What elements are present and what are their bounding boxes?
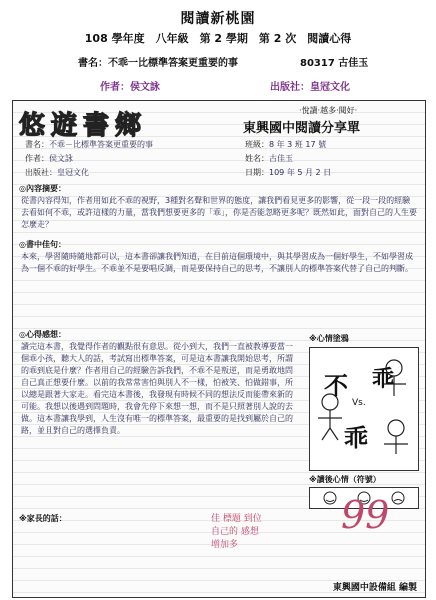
- central-text: 本來，學習隨時隨地都可以，這本書卻讓我們知道，在目前這個環境中，與其學習成為一個好學生，不如學習成為一個不乖的好學生。不乖並不是要唱反調，而是要保持自己的思考，不讓別人的標準答案代替了自己的判斷。: [21, 252, 413, 273]
- program-title: 東興國中閱讀分享單: [243, 121, 361, 136]
- teacher-comment-line: 增加多: [211, 540, 239, 550]
- summary-text: 從書內容得知，作者用如此不乖的視野，3種對名聲和世界的態度，讓我們看見更多的影響，從一段一段的經驗去看如何不乖，或許這樣的力量，當我們想要更多的「乖」，你是否能忽略更多呢？既然如此，面對自己的人生要怎麼走？: [21, 196, 417, 229]
- feedback-heading: ※讀後心情（符號）: [309, 475, 381, 484]
- parent-heading: ※家長的話：: [19, 514, 67, 523]
- book-label: [78, 54, 238, 69]
- book-id: 80317 古佳玉: [300, 58, 369, 69]
- reading-share-sheet: [12, 100, 426, 598]
- field-date-label: 日期：: [245, 168, 269, 177]
- central-heading: ◎書中佳句：: [19, 240, 66, 249]
- field-author-label: 作者：: [25, 154, 49, 163]
- summary-heading: ◎內容摘要：: [19, 184, 66, 193]
- book-title: 不乖一比標準答案更重要的事: [108, 58, 238, 69]
- field-name: [245, 153, 293, 164]
- publisher-label: 出版社：: [270, 82, 310, 93]
- term-line: 108 學年度 八年級 第 2 學期 第 2 次 閱讀心得: [84, 32, 352, 45]
- field-date: [245, 167, 331, 178]
- field-class: [245, 139, 326, 150]
- field-author: [25, 153, 73, 164]
- doodle-text-guai-2: 乖: [344, 424, 368, 452]
- field-class-value: 8 年 3 班 17 號: [269, 140, 327, 149]
- publisher-name: 皇冠文化: [310, 82, 350, 93]
- tagline: ‧悅讀‧越多‧閱好‧: [299, 106, 358, 115]
- face-icon: [392, 492, 404, 504]
- footer-credit: 東興國中設備組 編製: [332, 583, 417, 593]
- teacher-comment-line: 自己的 感想: [211, 527, 259, 537]
- field-publisher-value: 皇冠文化: [57, 168, 89, 177]
- page-title: 閱讀新桃園: [180, 11, 256, 27]
- field-publisher-label: 出版社：: [25, 168, 57, 177]
- field-name-label: 姓名：: [245, 154, 269, 163]
- feel-text: 讀完這本書，我覺得作者的觀點很有意思。從小到大，我們一直被教導要當一個乖小孩，聽大人的話，考試寫出標準答案，可是這本書讓我開始思考，所謂的乖到底是什麼？作者用自己的經驗告訴我們，不乖不是叛逆，而是勇敢地問自己真正想要什麼。以前的我常常害怕與別人不一樣，怕被笑、怕做錯事，所以總是跟著大家走。看完這本書後，我發現有時候不同的想法反而能帶來新的可能。我想以後遇到問題時，我會先停下來想一想，而不是只照著別人說的去做。這本書讓我學到，人生沒有唯一的標準答案，最重要的是找到屬於自己的路，並且對自己的選擇負責。: [21, 342, 293, 435]
- author-name: 侯文詠: [130, 82, 160, 93]
- mind-heading: ※心情塗鴉: [309, 334, 349, 343]
- teacher-comment-line: 佳 標題 到位: [211, 514, 262, 524]
- feel-heading: ◎心得感想：: [19, 330, 66, 339]
- logo-text: 悠遊書鄉: [19, 111, 148, 141]
- doodle-text-guai-1: 乖: [372, 367, 395, 392]
- field-publisher: [25, 167, 89, 178]
- face-icon: [324, 492, 336, 504]
- field-author-value: 侯文詠: [49, 154, 73, 163]
- field-name-value: 古佳玉: [269, 154, 293, 163]
- field-title-value: 不乖－比標準答案更重要的事: [49, 140, 153, 149]
- doodle-text-vs: Vs.: [352, 398, 366, 408]
- field-date-value: 109 年 5 月 2 日: [269, 168, 332, 177]
- book-label-text: 書名：: [78, 58, 108, 69]
- field-title-label: 書名：: [25, 140, 49, 149]
- grade-mark: 99: [341, 493, 390, 537]
- author-label: 作者：: [100, 82, 130, 93]
- teacher-comment: [211, 513, 307, 557]
- doodle-text-bu: 不: [324, 372, 348, 400]
- field-class-label: 班級：: [245, 140, 269, 149]
- author-line: [100, 78, 160, 93]
- field-title: [25, 139, 153, 150]
- publisher-line: [270, 78, 350, 93]
- doodle-box: [309, 347, 419, 471]
